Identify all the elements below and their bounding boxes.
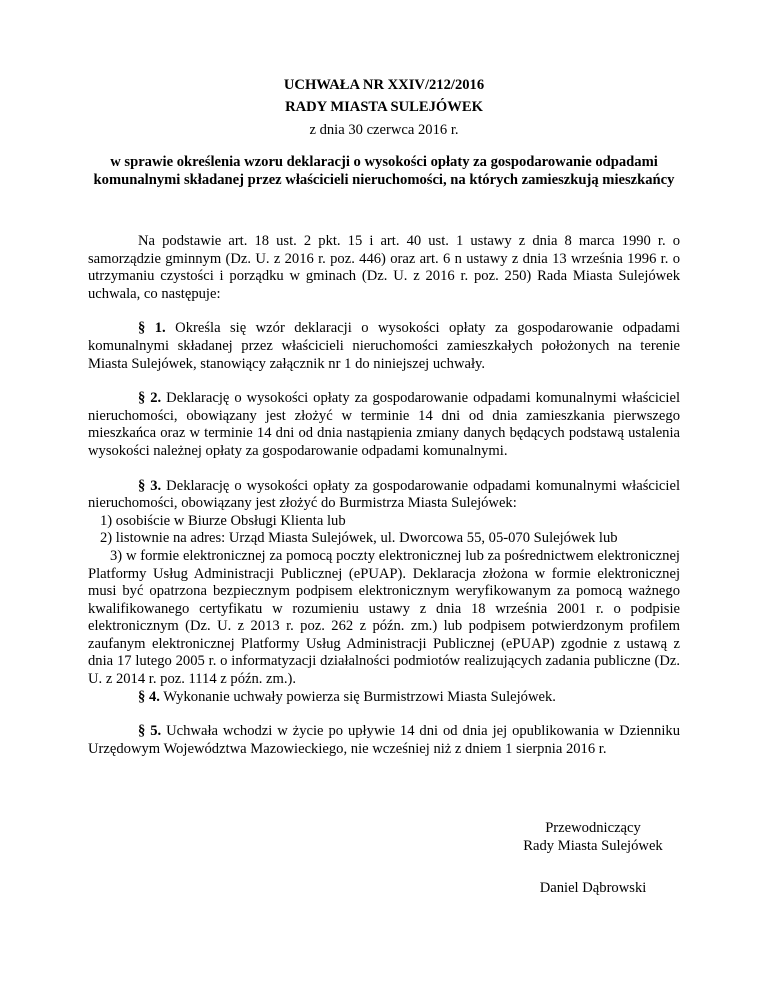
list-item-3: 3) w formie elektronicznej za pomocą poczty elektronicznej lub za pośrednictwem elektronicznej Platformy Usług Administracji Publicznej (ePUAP). Deklaracja złożona w formie elektronicznej musi być opatrzona bezpiecznym podpisem elektronicznym weryfikowanym za pomocą ważnego kwalifikowanego certyfikatu w rozumieniu ustawy z dnia 18 września 2001 r. o podpisie elektronicznym (Dz. U. z 2013 r. poz. 262 z późn. zm.) lub podpisem potwierdzonym profilem zaufanym elektronicznej Platformy Usług Administracji Publicznej (ePUAP) zgodnie z ustawą z dnia 17 lutego 2005 r. o informatyzacji działalności podmiotów realizujących zadania publiczne (Dz. U. z 2014 r. poz. 1114 z późn. zm.). xyxy=(88,547,680,688)
section-1 xyxy=(88,320,680,373)
section-3-label: § 3. xyxy=(138,477,162,494)
section-1-label: § 1. xyxy=(138,320,166,337)
resolution-number: UCHWAŁA NR XXIV/212/2016 xyxy=(283,77,485,93)
section-2 xyxy=(88,390,680,460)
section-5-label: § 5. xyxy=(138,723,162,740)
section-5-text: Uchwała wchodzi w życie po upływie 14 dni od dnia jej opublikowania w Dzienniku Urzędowym Województwa Mazowieckiego, nie wcześniej niż z dniem 1 sierpnia 2016 r. xyxy=(88,723,681,757)
section-3 xyxy=(88,478,680,513)
signature-role-line2: Rady Miasta Sulejówek xyxy=(523,838,663,854)
resolution-body xyxy=(88,233,680,758)
section-3-list xyxy=(88,513,680,689)
section-4-text: Wykonanie uchwały powierza się Burmistrzowi Miasta Sulejówek. xyxy=(163,688,556,705)
list-item-2: 2) listownie na adres: Urząd Miasta Sulejówek, ul. Dworcowa 55, 05-070 Sulejówek lub xyxy=(100,530,618,547)
section-5 xyxy=(88,723,680,758)
list-item-1: 1) osobiście w Biurze Obsługi Klienta lub xyxy=(100,512,346,529)
section-2-text: Deklarację o wysokości opłaty za gospodarowanie odpadami komunalnymi właściciel nieruchomości, obowiązany jest złożyć w terminie 14 dni od dnia zamieszkania pierwszego mieszkańca oraz w terminie 14 dni od dnia nastąpienia zmiany danych będących podstawą ustalenia wysokości należnej opłaty za gospodarowanie odpadami komunalnymi. xyxy=(88,390,680,459)
section-3-text: Deklarację o wysokości opłaty za gospodarowanie odpadami komunalnymi właściciel nieruchomości, obowiązany jest złożyć do Burmistrza Miasta Sulejówek: xyxy=(88,477,680,512)
section-4-label: § 4. xyxy=(138,688,160,705)
legal-basis-paragraph: Na podstawie art. 18 ust. 2 pkt. 15 i art. 40 ust. 1 ustawy z dnia 8 marca 1990 r. o samorządzie gminnym (Dz. U. z 2016 r. poz. 446) oraz art. 6 n ustawy z dnia 13 września 1996 r. o utrzymaniu czystości i porządku w gminach (Dz. U. z 2016 r. poz. 250) Rada Miasta Sulejówek uchwala, co następuje: xyxy=(88,233,680,302)
resolution-date: z dnia 30 czerwca 2016 r. xyxy=(309,122,459,138)
council-name: RADY MIASTA SULEJÓWEK xyxy=(285,99,483,115)
signature-role xyxy=(508,819,678,855)
signatory-name: Daniel Dąbrowski xyxy=(539,880,647,896)
resolution-header xyxy=(88,74,680,141)
section-4 xyxy=(88,689,680,707)
signature-role-line1: Przewodniczący xyxy=(545,820,641,836)
resolution-subject: w sprawie określenia wzoru deklaracji o wysokości opłaty za gospodarowanie odpadami komunalnymi składanej przez właścicieli nieruchomości, na których zamieszkują mieszkańcy xyxy=(93,154,675,188)
section-1-text: Określa się wzór deklaracji o wysokości opłaty za gospodarowanie odpadami komunalnymi składanej przez właścicieli nieruchomości zamieszkałych położonych na terenie Miasta Sulejówek, stanowiący załącznik nr 1 do niniejszej uchwały. xyxy=(88,320,681,372)
section-2-label: § 2. xyxy=(138,390,162,407)
